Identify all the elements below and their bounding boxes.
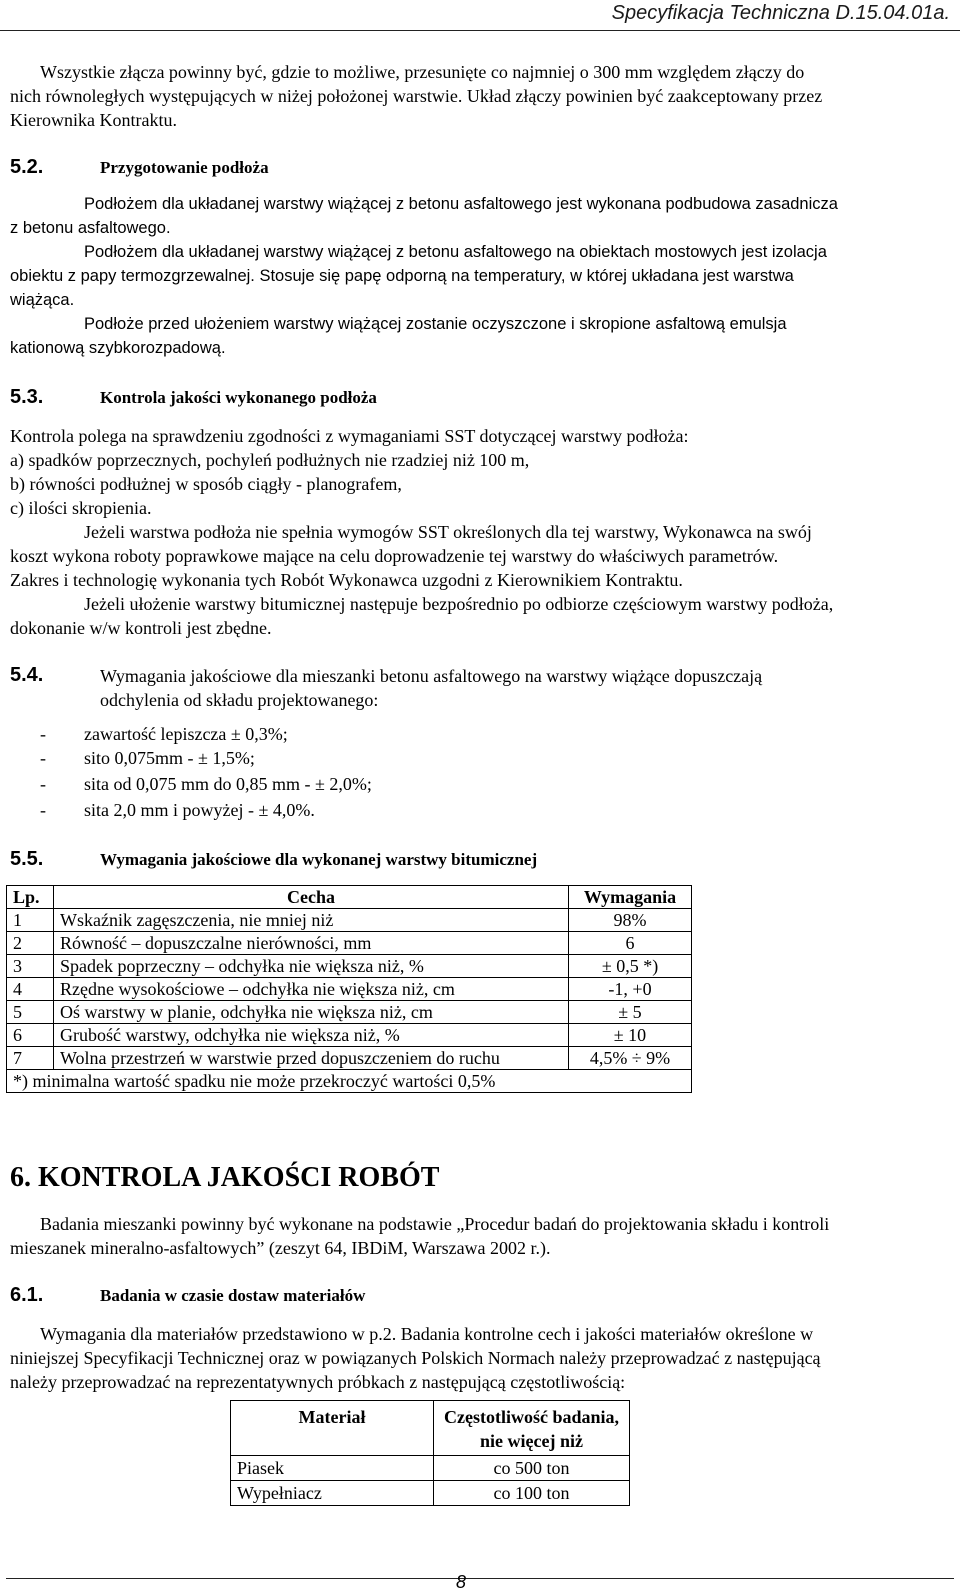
table-cell: ± 0,5 *) bbox=[569, 955, 692, 978]
table-header-row bbox=[7, 886, 692, 909]
paragraph-line: a) spadków poprzecznych, pochyleń podłużnych nie rzadziej niż 100 m, bbox=[10, 450, 530, 470]
page-number: 8 bbox=[456, 1572, 467, 1592]
table-header-cell: Lp. bbox=[7, 886, 54, 909]
table-cell: Wolna przestrzeń w warstwie przed dopuszczeniem do ruchu bbox=[54, 1047, 569, 1070]
section-number: 5.3. bbox=[10, 386, 44, 408]
table-cell: ± 5 bbox=[569, 1001, 692, 1024]
table-cell: ± 10 bbox=[569, 1024, 692, 1047]
list-dash: - bbox=[40, 748, 46, 768]
intro-line: Wszystkie złącza powinny być, gdzie to możliwe, przesunięte co najmniej o 300 mm względem złączy do bbox=[40, 62, 805, 82]
paragraph-line: Badania mieszanki powinny być wykonane na podstawie „Procedur badań do projektowania składu i kontroli bbox=[40, 1214, 830, 1234]
table-row bbox=[231, 1481, 630, 1506]
paragraph-line: niniejszej Specyfikacji Technicznej oraz w powiązanych Polskich Normach należy przeprowadzać z następującą bbox=[10, 1348, 821, 1368]
table-footnote-row bbox=[7, 1070, 692, 1093]
paragraph-line: Kontrola polega na sprawdzeniu zgodności z wymaganiami SST dotyczącej warstwy podłoża: bbox=[10, 426, 689, 446]
section-title: Badania w czasie dostaw materiałów bbox=[100, 1286, 366, 1305]
paragraph-line: odchylenia od składu projektowanego: bbox=[100, 690, 379, 710]
table-cell: -1, +0 bbox=[569, 978, 692, 1001]
table-cell: 7 bbox=[7, 1047, 54, 1070]
table-cell: Piasek bbox=[231, 1456, 434, 1481]
table-row bbox=[7, 909, 692, 932]
paragraph-line: Podłoże przed ułożeniem warstwy wiążącej zostanie oczyszczone i skropione asfaltową emulsja bbox=[84, 315, 787, 333]
list-item: zawartość lepiszcza ± 0,3%; bbox=[84, 724, 288, 744]
table-cell: Oś warstwy w planie, odchyłka nie większa niż, cm bbox=[54, 1001, 569, 1024]
frequency-table bbox=[230, 1400, 630, 1506]
table-cell: 6 bbox=[7, 1024, 54, 1047]
table-row bbox=[7, 1001, 692, 1024]
table-header-cell: Materiał bbox=[231, 1401, 434, 1456]
paragraph-line: należy przeprowadzać na reprezentatywnych próbkach z następującą częstotliwością: bbox=[10, 1372, 626, 1392]
section-title: Kontrola jakości wykonanego podłoża bbox=[100, 388, 377, 407]
table-cell: 4 bbox=[7, 978, 54, 1001]
header-rule bbox=[0, 30, 960, 31]
paragraph-line: Jeżeli ułożenie warstwy bitumicznej następuje bezpośrednio po odbiorze częściowym warstwy podłoża, bbox=[84, 594, 834, 614]
paragraph-line: wiążąca. bbox=[10, 291, 75, 309]
table-row bbox=[231, 1456, 630, 1481]
table-cell: 2 bbox=[7, 932, 54, 955]
intro-line: nich równoległych występujących w niżej położonej warstwie. Układ złączy powinien być zaakceptowany przez bbox=[10, 86, 823, 106]
table-cell: 5 bbox=[7, 1001, 54, 1024]
table-cell: 3 bbox=[7, 955, 54, 978]
section-title: Przygotowanie podłoża bbox=[100, 158, 269, 177]
requirements-table bbox=[6, 885, 692, 1093]
table-cell: 1 bbox=[7, 909, 54, 932]
table-header-cell: Wymagania bbox=[569, 886, 692, 909]
paragraph-line: koszt wykona roboty poprawkowe mające na celu doprowadzenie tej warstwy do właściwych parametrów. bbox=[10, 546, 779, 566]
section-number: 5.4. bbox=[10, 664, 44, 686]
table-cell: 6 bbox=[569, 932, 692, 955]
table-cell: Rzędne wysokościowe – odchyłka nie większa niż, cm bbox=[54, 978, 569, 1001]
table-cell: Wypełniacz bbox=[231, 1481, 434, 1506]
table-cell: co 100 ton bbox=[434, 1481, 630, 1506]
paragraph-line: Podłożem dla układanej warstwy wiążącej z betonu asfaltowego na obiektach mostowych jest izolacja bbox=[84, 243, 827, 261]
table-row bbox=[7, 1047, 692, 1070]
table-header-row bbox=[231, 1401, 630, 1456]
paragraph-line: c) ilości skropienia. bbox=[10, 498, 152, 518]
chapter-title: 6. KONTROLA JAKOŚCI ROBÓT bbox=[10, 1162, 440, 1193]
table-cell: Grubość warstwy, odchyłka nie większa niż, % bbox=[54, 1024, 569, 1047]
table-row bbox=[7, 932, 692, 955]
section-number: 5.2. bbox=[10, 156, 44, 178]
list-item: sita 2,0 mm i powyżej - ± 4,0%. bbox=[84, 800, 315, 820]
table-cell: co 500 ton bbox=[434, 1456, 630, 1481]
paragraph-line: Wymagania jakościowe dla mieszanki betonu asfaltowego na warstwy wiążące dopuszczają bbox=[100, 666, 763, 686]
list-dash: - bbox=[40, 800, 46, 820]
section-number: 6.1. bbox=[10, 1284, 44, 1306]
table-cell: 4,5% ÷ 9% bbox=[569, 1047, 692, 1070]
list-dash: - bbox=[40, 724, 46, 744]
intro-line: Kierownika Kontraktu. bbox=[10, 110, 177, 130]
table-row bbox=[7, 955, 692, 978]
table-cell: Spadek poprzeczny – odchyłka nie większa niż, % bbox=[54, 955, 569, 978]
paragraph-line: Podłożem dla układanej warstwy wiążącej z betonu asfaltowego jest wykonana podbudowa zasadnicza bbox=[84, 195, 838, 213]
section-title: Wymagania jakościowe dla wykonanej warstwy bitumicznej bbox=[100, 850, 538, 869]
paragraph-line: Jeżeli warstwa podłoża nie spełnia wymogów SST określonych dla tej warstwy, Wykonawca na swój bbox=[84, 522, 812, 542]
paragraph-line: obiektu z papy termozgrzewalnej. Stosuje się papę odporną na temperatury, w której układana jest warstwa bbox=[10, 267, 794, 285]
paragraph-line: Wymagania dla materiałów przedstawiono w p.2. Badania kontrolne cech i jakości materiałów określone w bbox=[40, 1324, 814, 1344]
table-row bbox=[7, 1024, 692, 1047]
paragraph-line: b) równości podłużnej w sposób ciągły - planografem, bbox=[10, 474, 402, 494]
section-number: 5.5. bbox=[10, 848, 44, 870]
table-cell: Równość – dopuszczalne nierówności, mm bbox=[54, 932, 569, 955]
paragraph-line: mieszanek mineralno-asfaltowych” (zeszyt 64, IBDiM, Warszawa 2002 r.). bbox=[10, 1238, 551, 1258]
paragraph-line: dokonanie w/w kontroli jest zbędne. bbox=[10, 618, 272, 638]
table-header-cell: Częstotliwość badania, nie więcej niż bbox=[434, 1401, 630, 1456]
footer-rule bbox=[6, 1578, 954, 1579]
table-row bbox=[7, 978, 692, 1001]
paragraph-line: kationową szybkorozpadową. bbox=[10, 339, 226, 357]
table-cell: Wskaźnik zagęszczenia, nie mniej niż bbox=[54, 909, 569, 932]
list-dash: - bbox=[40, 774, 46, 794]
paragraph-line: Zakres i technologię wykonania tych Robót Wykonawca uzgodni z Kierownikiem Kontraktu. bbox=[10, 570, 683, 590]
list-item: sito 0,075mm - ± 1,5%; bbox=[84, 748, 255, 768]
table-header-cell: Cecha bbox=[54, 886, 569, 909]
paragraph-line: z betonu asfaltowego. bbox=[10, 219, 171, 237]
page-header: Specyfikacja Techniczna D.15.04.01a. bbox=[611, 2, 950, 24]
list-item: sita od 0,075 mm do 0,85 mm - ± 2,0%; bbox=[84, 774, 372, 794]
table-footnote: *) minimalna wartość spadku nie może przekroczyć wartości 0,5% bbox=[7, 1070, 692, 1093]
table-cell: 98% bbox=[569, 909, 692, 932]
